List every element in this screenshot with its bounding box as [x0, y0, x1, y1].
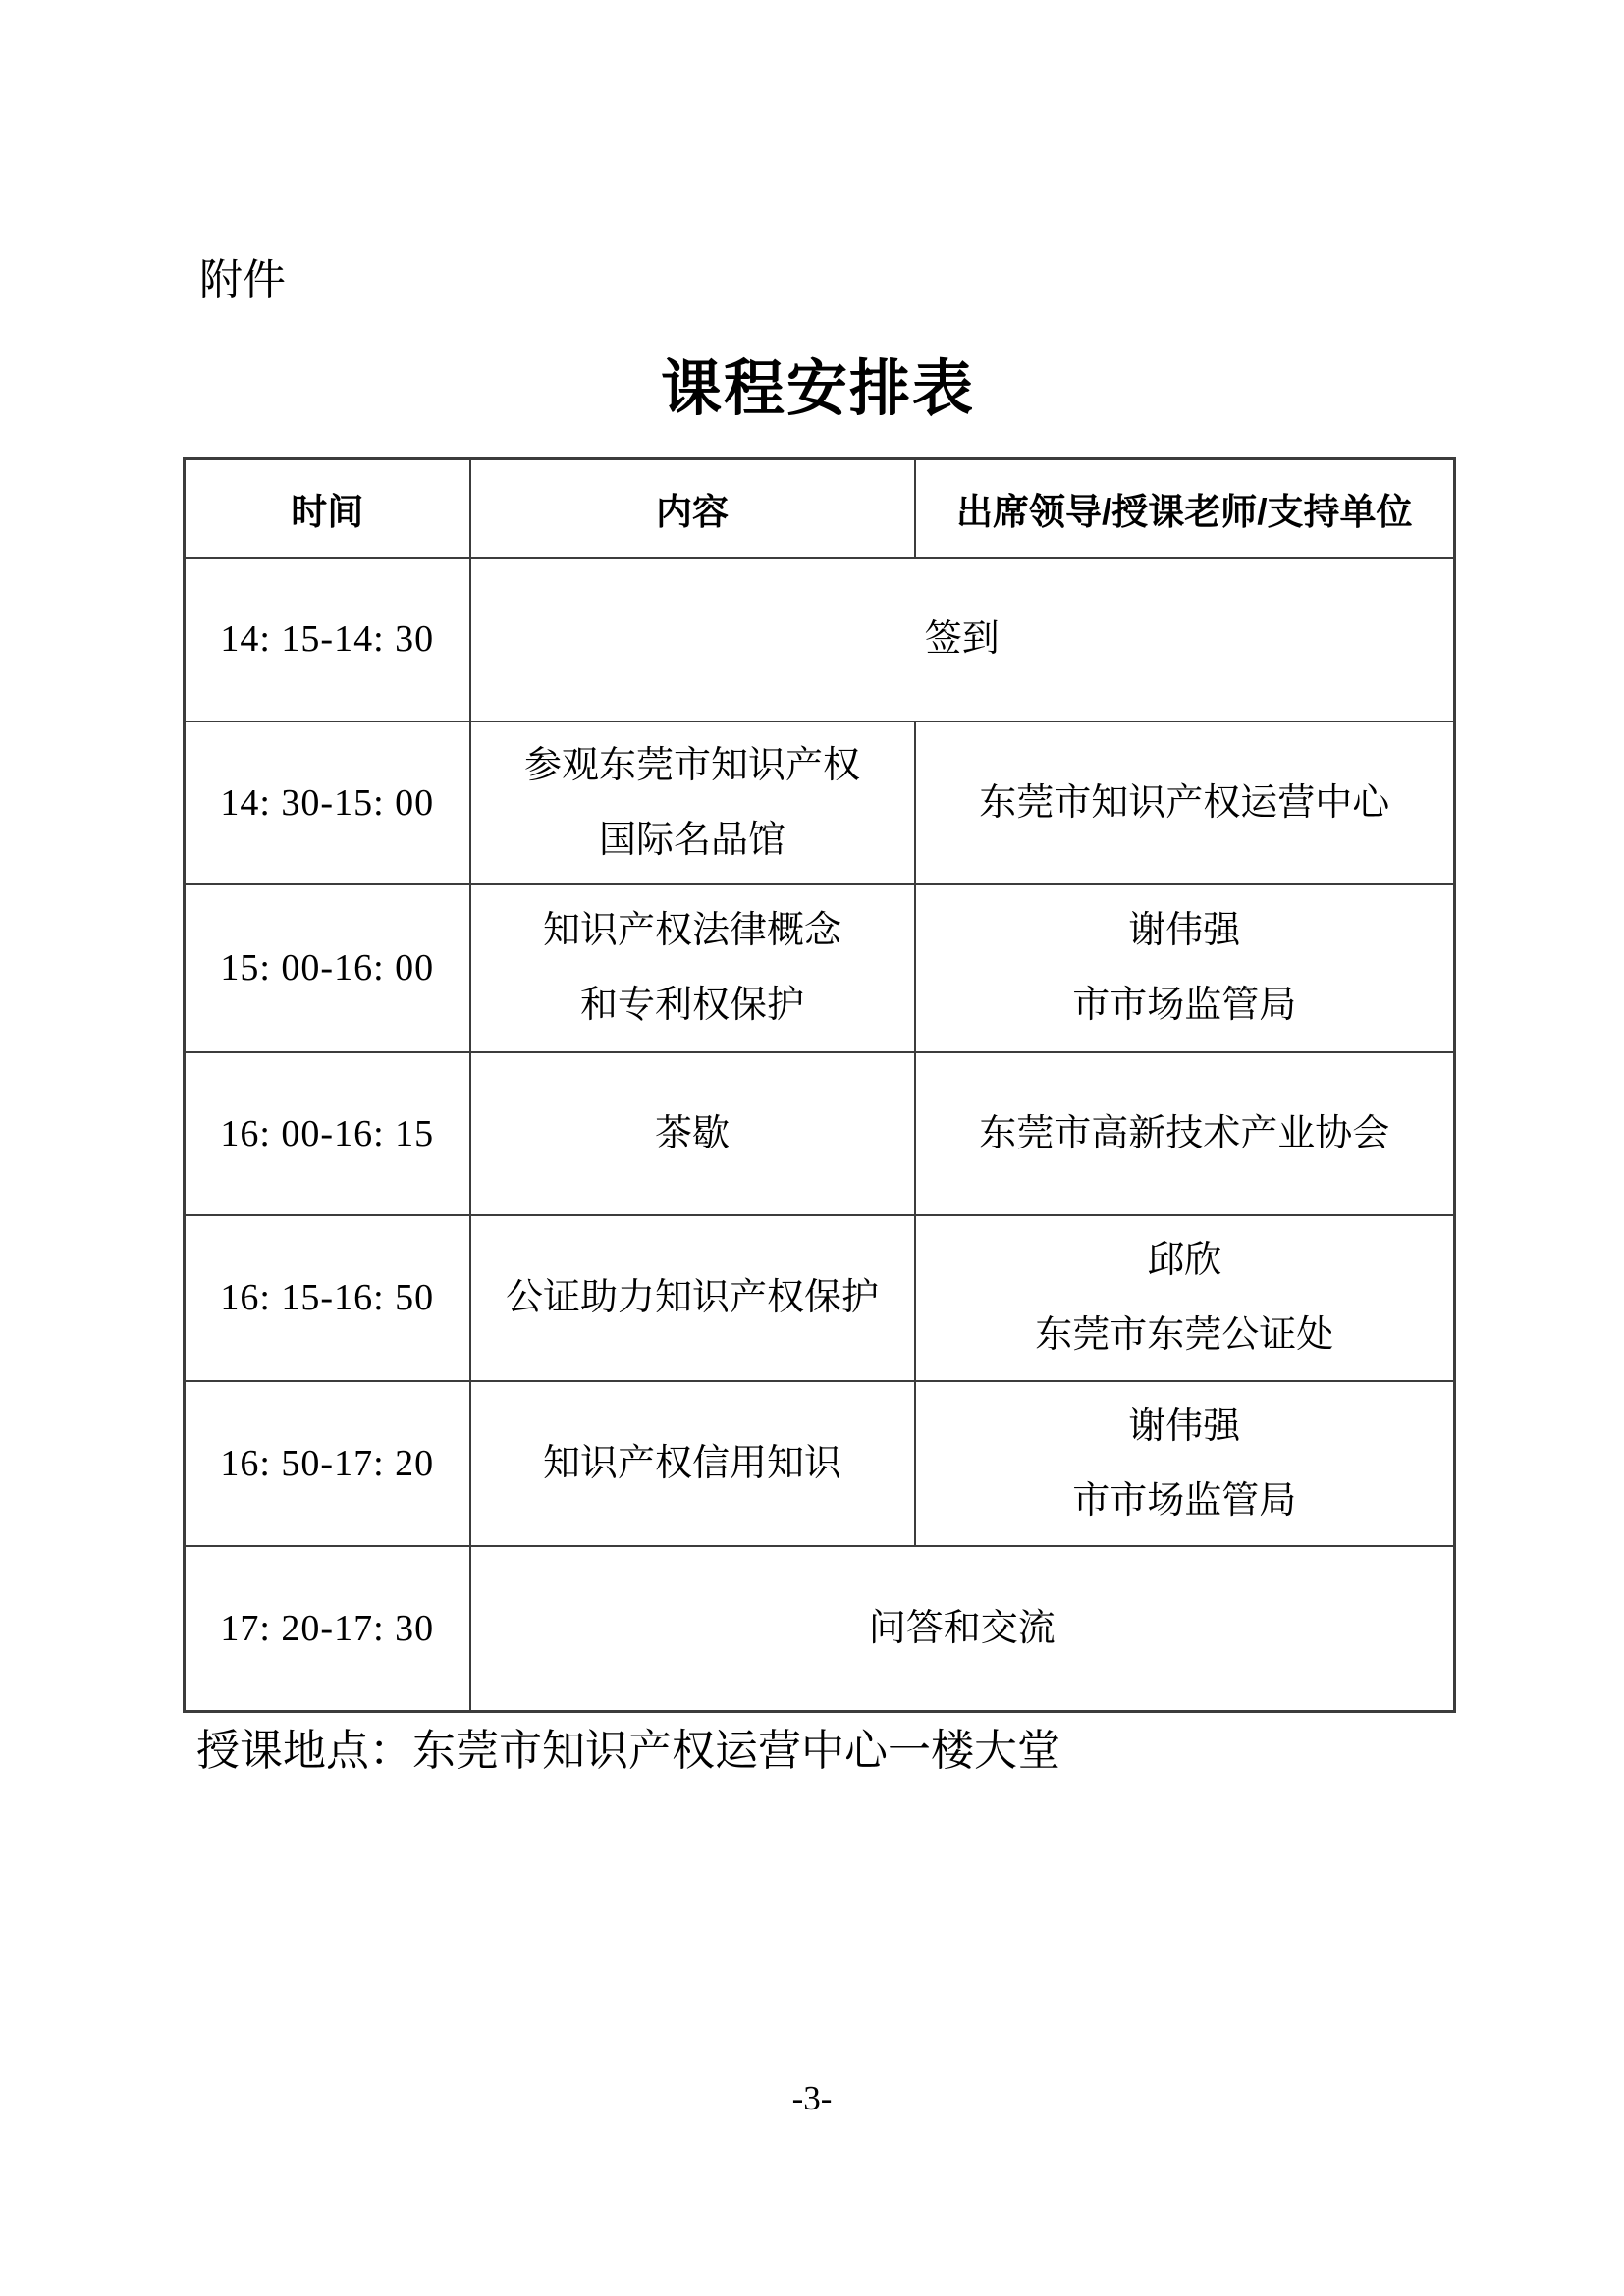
page-title: 课程安排表	[660, 356, 975, 423]
time-cell: 15: 00-16: 00	[185, 884, 470, 1052]
content-cell	[470, 1546, 1455, 1712]
presenter-line: 谢伟强	[1128, 1405, 1241, 1447]
content-cell	[470, 558, 1455, 721]
content-line: 和专利权保护	[579, 985, 804, 1026]
time-cell: 14: 30-15: 00	[185, 721, 470, 884]
table-row	[185, 721, 1455, 884]
presenter-cell	[915, 1381, 1455, 1546]
content-cell	[470, 1381, 915, 1546]
presenter-line: 市市场监管局	[1072, 1479, 1297, 1522]
content-cell	[470, 721, 915, 884]
page-number: -3-	[791, 2079, 833, 2117]
col-header-presenter: 出席领导/授课老师/支持单位	[915, 459, 1455, 558]
presenter-cell	[915, 721, 1455, 884]
venue-note: 授课地点：东莞市知识产权运营中心一楼大堂	[196, 1727, 1060, 1775]
table-row	[185, 1546, 1455, 1712]
header-row	[185, 459, 1455, 558]
content-line: 知识产权法律概念	[542, 910, 841, 951]
content-line: 知识产权信用知识	[542, 1442, 841, 1484]
table-row	[185, 1215, 1455, 1381]
time-cell: 16: 15-16: 50	[185, 1215, 470, 1381]
presenter-cell	[915, 1052, 1455, 1215]
table-row	[185, 1052, 1455, 1215]
presenter-cell	[915, 1215, 1455, 1381]
time-cell: 14: 15-14: 30	[185, 558, 470, 721]
presenter-line: 谢伟强	[1128, 910, 1241, 951]
content-line: 问答和交流	[868, 1607, 1056, 1649]
content-cell	[470, 884, 915, 1052]
presenter-cell	[915, 884, 1455, 1052]
schedule-table	[183, 457, 1456, 1713]
presenter-line: 东莞市知识产权运营中心	[979, 781, 1390, 824]
table-row	[185, 884, 1455, 1052]
content-line: 公证助力知识产权保护	[505, 1277, 879, 1318]
content-line: 国际名品馆	[598, 819, 785, 861]
attachment-label: 附件	[199, 256, 286, 304]
content-line: 参观东莞市知识产权	[523, 744, 860, 786]
content-cell	[470, 1215, 915, 1381]
col-header-content: 内容	[470, 459, 915, 558]
table-row	[185, 1381, 1455, 1546]
time-cell: 17: 20-17: 30	[185, 1546, 470, 1712]
content-cell	[470, 1052, 915, 1215]
time-cell: 16: 50-17: 20	[185, 1381, 470, 1546]
content-line: 茶歇	[654, 1112, 730, 1154]
time-cell: 16: 00-16: 15	[185, 1052, 470, 1215]
presenter-line: 邱欣	[1147, 1240, 1222, 1281]
content-line: 签到	[924, 618, 1000, 660]
table-row	[185, 558, 1455, 721]
presenter-line: 东莞市高新技术产业协会	[979, 1112, 1390, 1154]
presenter-line: 市市场监管局	[1072, 985, 1297, 1026]
presenter-line: 东莞市东莞公证处	[1035, 1314, 1334, 1356]
col-header-time: 时间	[185, 459, 470, 558]
